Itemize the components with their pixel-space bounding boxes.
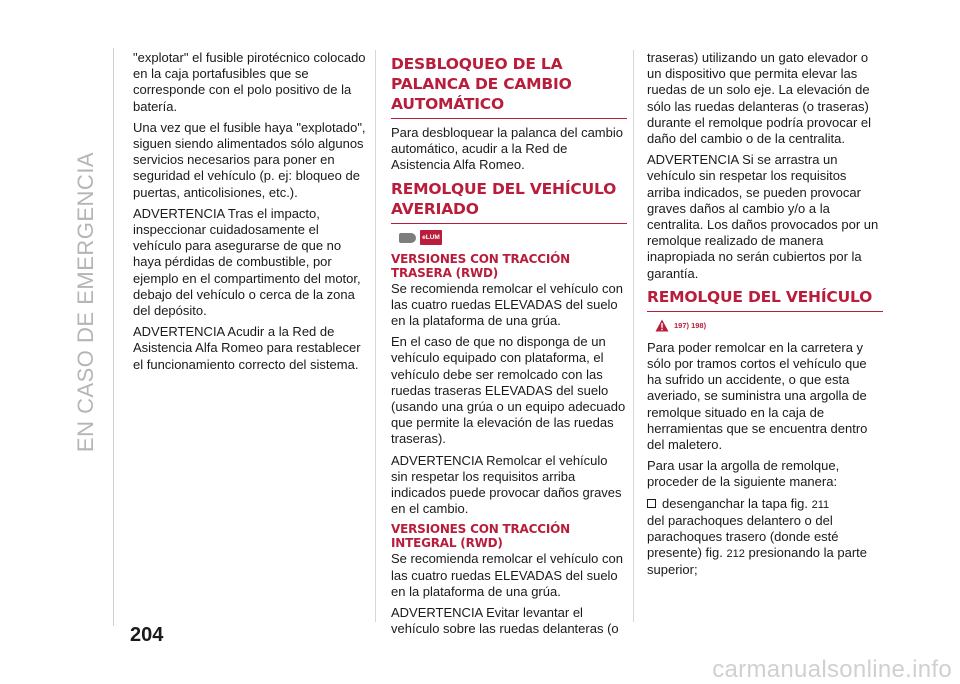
paragraph: traseras) utilizando un gato elevador o un dispositivo que permita elevar las ruedas de un solo eje. La elevación de sólo las ruedas delanteras (o traseras) durante el remolque podría provocar el daño del cambio o de la centralita. — [647, 50, 872, 147]
heading-towing-broken-vehicle: REMOLQUE DEL VEHÍCULO AVERIADO — [391, 179, 627, 224]
page-number: 204 — [130, 624, 164, 646]
bullet-item: desenganchar la tapa fig. 211 del parachoques delantero o del parachoques trasero (donde esté presente) fig. 212 presionando la parte superior; — [647, 495, 868, 578]
figure-ref: 211 — [811, 498, 830, 511]
column-divider-2 — [633, 50, 634, 622]
column-1 — [133, 50, 369, 378]
paragraph: Para desbloquear la palanca del cambio automático, acudir a la Red de Asistencia Alfa Romeo. — [391, 125, 623, 173]
heading-towing-vehicle: REMOLQUE DEL VEHÍCULO — [647, 287, 883, 312]
paragraph: En el caso de que no disponga de un vehículo equipado con plataforma, el vehículo debe ser remolcado con las ruedas traseras ELEVADAS del suelo (usando una grúa o un equipo adecuado que permite la elevación de las ruedas traseras). — [391, 334, 626, 447]
warning-paragraph: ADVERTENCIA Remolcar el vehículo sin respetar los requisitos arriba indicados puede provocar daños graves en el cambio. — [391, 452, 622, 517]
column-3 — [647, 50, 883, 579]
warning-references: 197) 198) — [674, 320, 707, 330]
subheading-awd: VERSIONES CON TRACCIÓN INTEGRAL (RWD) — [391, 522, 570, 551]
paragraph: Se recomienda remolcar el vehículo con las cuatro ruedas ELEVADAS del suelo en la plataforma de una grúa. — [391, 280, 623, 329]
heading-unlock-gear-lever: DESBLOQUEO DE LA PALANCA DE CAMBIO AUTOMÁTICO — [391, 54, 627, 119]
paragraph: Para poder remolcar en la carretera y sólo por tramos cortos el vehículo que ha sufrido un accidente, o que esta averiado, se suministra una argolla de remolque situado en la caja de herramientas que se encuentra dentro del maletero. — [647, 339, 868, 453]
warning-paragraph: ADVERTENCIA Acudir a la Red de Asistencia Alfa Romeo para restablecer el funcionamiento correcto del sistema. — [133, 324, 361, 372]
paragraph: Para usar la argolla de remolque, proceder de la siguiente manera: — [647, 458, 840, 490]
paragraph: Una vez que el fusible haya "explotado", siguen siendo alimentados sólo algunos servicios necesarios para poner en seguridad el vehículo (p. ej: bloqueo de puertas, anticolisiones, etc.). — [133, 119, 366, 200]
elum-icon: eLUM — [420, 230, 442, 245]
paragraph: Se recomienda remolcar el vehículo con las cuatro ruedas ELEVADAS del suelo en la plataforma de una grúa. — [391, 551, 623, 599]
warning-paragraph: ADVERTENCIA Tras el impacto, inspeccionar cuidadosamente el vehículo para asegurarse de que no haya pérdidas de combustible, por ejemplo en el compartimento del motor, debajo del vehículo o cerca de la zona del depósito. — [133, 205, 361, 319]
side-divider — [113, 48, 114, 626]
section-side-tab: EN CASO DE EMERGENCIA — [73, 151, 98, 453]
warning-paragraph: ADVERTENCIA Evitar levantar el vehículo sobre las ruedas delanteras (o — [391, 605, 619, 637]
figure-ref: 212 — [726, 548, 745, 561]
warning-paragraph: ADVERTENCIA Si se arrastra un vehículo sin respetar los requisitos arriba indicados, se pueden provocar graves daños al cambio y/o a la centralita. Los daños provocados por un remolque realizado de manera inapropiada no serán cubiertos por la garantía. — [647, 152, 879, 281]
icon-row — [399, 230, 627, 246]
pointing-hand-icon — [399, 233, 416, 243]
paragraph: "explotar" el fusible pirotécnico colocado en la caja portafusibles que se corresponde con el polo positivo de la batería. — [133, 50, 366, 114]
subheading-rwd: VERSIONES CON TRACCIÓN TRASERA (RWD) — [391, 251, 570, 280]
column-divider-1 — [375, 50, 376, 622]
watermark: carmanualsonline.info — [712, 656, 952, 683]
warning-row — [655, 318, 883, 334]
column-2 — [391, 50, 627, 642]
warning-triangle-icon — [655, 319, 669, 332]
bullet-square-icon — [647, 499, 656, 508]
